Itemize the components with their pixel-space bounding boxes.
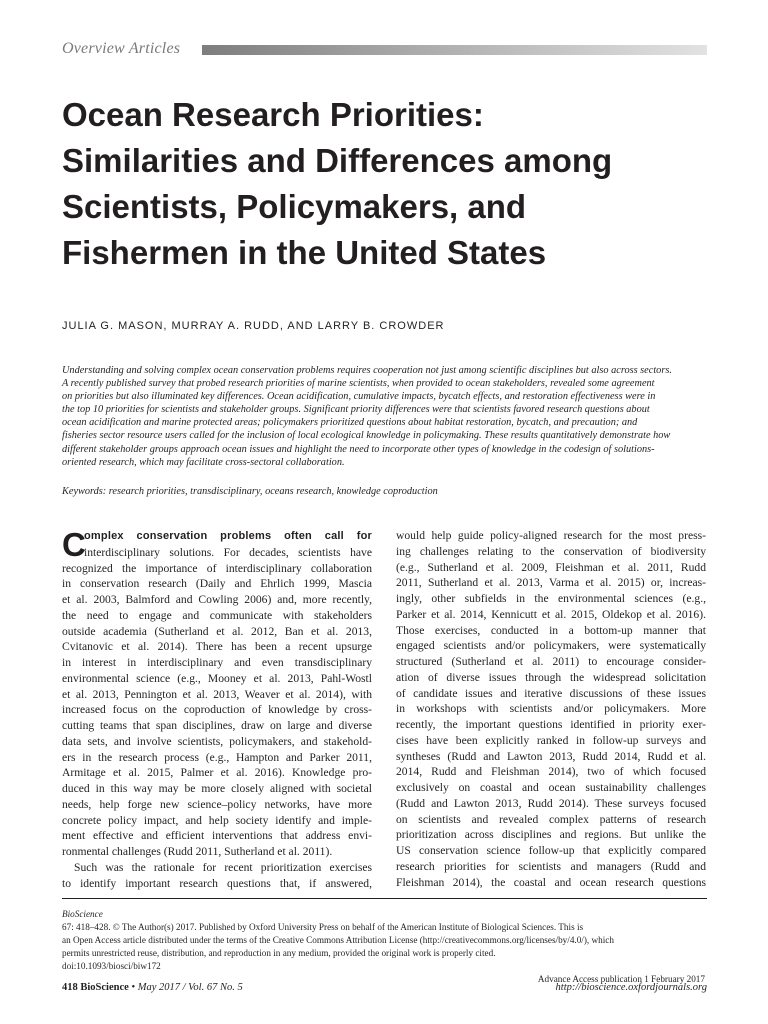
title-line: Scientists, Policymakers, and	[62, 188, 527, 225]
body-line: on scientists and revealed complex patterns of research	[396, 812, 706, 826]
footer-issue: • May 2017 / Vol. 67 No. 5	[131, 982, 243, 993]
abstract	[62, 364, 707, 469]
body-line: increased focus on the coproduction of knowledge by cross-	[62, 703, 372, 717]
abstract-line: on priorities but also illuminated key differences. Ocean acidification, cumulative impacts, bycatch effects, and restoration effectiveness were in	[62, 391, 656, 403]
page-number: 418	[62, 982, 78, 993]
body-column-right	[396, 528, 706, 890]
body-line: cises have been explicitly ranked in follow-up surveys and	[396, 733, 706, 747]
abstract-line: oriented research, which may facilitate cross-sectoral collaboration.	[62, 456, 345, 468]
section-header	[62, 40, 707, 60]
abstract-line: A recently published survey that probed research priorities of marine scientists, when provided to ocean stakeholders, revealed some agreement	[62, 378, 655, 390]
article-title	[62, 92, 712, 276]
advance-access-date: Advance Access publication 1 February 2017	[537, 974, 705, 984]
body-line: cutting teams that span disciplines, draw on large and diverse	[62, 719, 372, 732]
lead-in-text: omplex conservation problems often call for	[84, 530, 372, 542]
body-line: outside academia (Sutherland et al. 2012, Ban et al. 2013,	[62, 624, 372, 638]
body-line: Fleishman 2014), the coastal and ocean research questions	[396, 875, 706, 889]
body-line: exclusively on coastal and ocean sustainability challenges	[396, 781, 706, 794]
body-line: research priorities for scientists and managers (Rudd and	[396, 859, 706, 873]
body-line: recognized the importance of interdisciplinary collaboration	[62, 561, 372, 575]
body-line: Cvitanovic et al. 2014). There has been a recent upsurge	[62, 640, 372, 654]
footer-journal: BioScience	[80, 982, 129, 993]
footnote-line: an Open Access article distributed under the terms of the Creative Commons Attribution License (http://creativecommons.org/licenses/by/4.0/), which	[62, 935, 614, 945]
body-line: engaged scientists and/or policymakers, were systematically	[396, 639, 706, 653]
body-line: to identify important research questions that, if answered,	[62, 876, 372, 890]
footnote-line: permits unrestricted reuse, distribution, and reproduction in any medium, provided the original work is properly cited.	[62, 948, 496, 958]
body-line: ronmental challenges (Rudd 2011, Sutherland et al. 2011).	[62, 845, 333, 858]
body-line: US conservation science follow-up that explicitly compared	[396, 844, 706, 857]
copyright-footnote	[62, 908, 707, 984]
body-line: Such was the rationale for recent prioritization exercises	[74, 860, 372, 874]
abstract-line: fisheries sector resource users called for the inclusion of local ecological knowledge in policymaking. These results quantitatively demonstrate how	[62, 430, 671, 442]
body-line: duced in this way may be more closely aligned with societal	[62, 782, 372, 795]
body-line: (Rudd and Lawton 2013, Rudd 2014). These surveys focused	[396, 796, 706, 810]
body-line: et al. 2013, Pennington et al. 2013, Weaver et al. 2014), with	[62, 687, 372, 701]
abstract-line: different stakeholder groups approach ocean issues and highlight the need to incorporate other types of knowledge in the codesign of solutions-	[62, 443, 655, 455]
body-line: (e.g., Sutherland et al. 2009, Fleishman et al. 2011, Rudd	[396, 560, 706, 574]
header-gradient-rule	[202, 45, 707, 55]
body-line: ation of diverse issues through the widespread solicitation	[396, 670, 706, 684]
body-line: structured (Sutherland et al. 2011) to encourage consider-	[396, 655, 706, 668]
body-line: prioritization across disciplines and regions. But unlike the	[396, 828, 706, 842]
section-label: Overview Articles	[62, 40, 181, 57]
body-line: interdisciplinary solutions. For decades, scientists have	[84, 545, 372, 559]
page-footer	[62, 982, 707, 998]
body-line: in conservation research (Daily and Ehrlich 1999, Mascia	[62, 577, 372, 591]
body-line: Parker et al. 2014, Kennicutt et al. 2015, Oldekop et al. 2016).	[396, 607, 706, 621]
body-line: would help guide policy-aligned research for the most press-	[396, 529, 706, 542]
body-line: ment effective and efficient interventions that address envi-	[62, 829, 372, 843]
body-line: ers in the research process (e.g., Hampton and Parker 2011,	[62, 750, 372, 764]
abstract-line: ocean acidification and marine protected areas; policymakers prioritized questions about habitat restoration, bycatch, and precaution; and	[62, 417, 638, 429]
body-line: ing challenges relating to the conservation of biodiversity	[396, 544, 706, 558]
body-line: et al. 2003, Balmford and Cowling 2006) and, more recently,	[62, 593, 372, 606]
body-line: 2011, Sutherland et al. 2013, Varma et al. 2015) or, increas-	[396, 576, 706, 590]
footnote-journal: BioScience	[62, 909, 103, 919]
body-line: recently, the important questions identified in priority exer-	[396, 718, 706, 731]
body-line: in interest in interdisciplinary and even transdisciplinary	[62, 656, 372, 669]
title-line: Ocean Research Priorities:	[62, 96, 484, 133]
abstract-line: Understanding and solving complex ocean conservation problems requires cooperation not just among scientific disciplines but also across sectors.	[62, 365, 672, 376]
body-line: data sets, and involve scientists, policymakers, and stakehold-	[62, 734, 372, 748]
journal-url-link[interactable]: http://bioscience.oxfordjournals.org	[555, 982, 707, 993]
drop-cap: C	[62, 526, 86, 563]
author-list: JULIA G. MASON, MURRAY A. RUDD, AND LARRY B. CROWDER	[62, 320, 445, 332]
footnote-text: 67: 418–428. © The Author(s) 2017. Published by Oxford University Press on behalf of the American Institute of Biological Sciences. This is	[62, 922, 584, 932]
body-line: of candidate issues and iterative discussions of these issues	[396, 686, 706, 700]
body-line: needs, help forge new science–policy networks, have more	[62, 797, 372, 811]
title-line: Similarities and Differences among	[62, 142, 613, 179]
doi: doi:10.1093/biosci/biw172	[62, 961, 161, 971]
body-line: Those exercises, conducted in a bottom-up manner that	[396, 623, 706, 637]
body-line: 2014, Rudd and Fleishman 2014), two of which focused	[396, 765, 706, 779]
footnote-line	[62, 908, 707, 934]
body-line: in workshops with scientists and/or policymakers. More	[396, 702, 706, 716]
body-line: ingly, other subfields in the environmental sciences (e.g.,	[396, 592, 706, 605]
body-line: Armitage et al. 2015, Palmer et al. 2016). Knowledge pro-	[62, 766, 372, 780]
body-line: the need to engage and communicate with stakeholders	[62, 608, 372, 622]
body-line: environmental science (e.g., Mooney et al. 2013, Pahl-Wostl	[62, 671, 372, 685]
body-line: syntheses (Rudd and Lawton 2013, Rudd 2014, Rudd et al.	[396, 749, 706, 763]
footnote-divider	[62, 898, 707, 899]
title-line: Fishermen in the United States	[62, 234, 547, 271]
body-line: concrete policy impact, and help society identify and imple-	[62, 813, 372, 827]
keywords: Keywords: research priorities, transdisciplinary, oceans research, knowledge coproduction	[62, 486, 438, 497]
body-column-left	[62, 528, 372, 891]
abstract-line: the top 10 priorities for scientists and stakeholder groups. Significant priority differences were that scientists favored research questions about	[62, 404, 650, 416]
footnote-line	[62, 960, 707, 984]
